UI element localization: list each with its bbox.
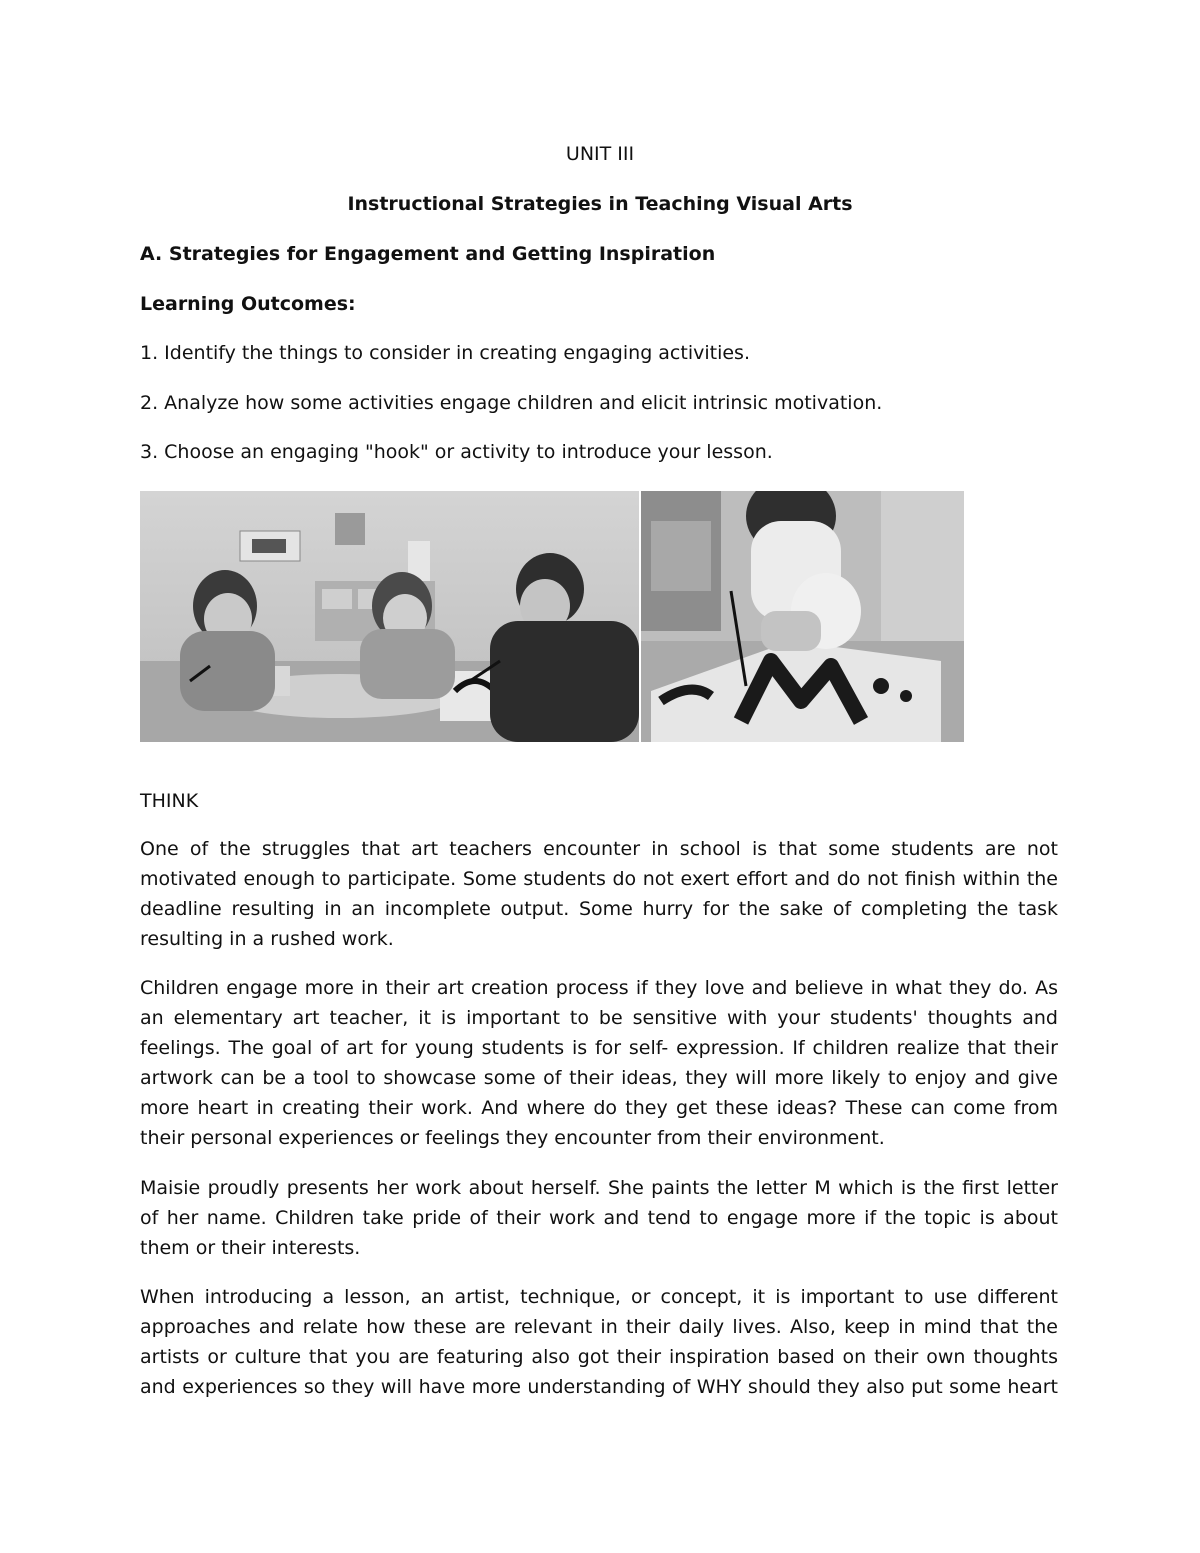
think-heading: THINK xyxy=(140,790,199,812)
think-paragraph: Maisie proudly presents her work about herself. She paints the letter M which is the first letter of her name. Children take pride of their work and tend to engage more if the topic is about them or their interests. xyxy=(140,1177,1058,1259)
photo-children-painting-at-table xyxy=(140,491,639,742)
outcome-item: 2. Analyze how some activities engage children and elicit intrinsic motivation. xyxy=(140,392,883,414)
section-heading: A. Strategies for Engagement and Getting Inspiration xyxy=(140,243,716,265)
photo-child-painting-on-floor xyxy=(641,491,964,742)
think-paragraph: Children engage more in their art creation process if they love and believe in what they do. As an elementary art teacher, it is important to be sensitive with your students' thoughts and feelings. The goal of art for young students is for self- expression. If children realize that their artwork can be a tool to showcase some of their ideas, they will more likely to enjoy and give more heart in creating their work. And where do they get these ideas? These can come from their personal experiences or feelings they encounter from their environment. xyxy=(140,977,1058,1149)
outcome-item: 3. Choose an engaging "hook" or activity to introduce your lesson. xyxy=(140,441,773,463)
learning-outcomes-label: Learning Outcomes: xyxy=(140,293,356,315)
outcome-item: 1. Identify the things to consider in creating engaging activities. xyxy=(140,342,750,364)
unit-label: UNIT III xyxy=(565,143,635,165)
think-paragraph: One of the struggles that art teachers encounter in school is that some students are not motivated enough to participate. Some students do not exert effort and do not finish within the deadline resulting in an incomplete output. Some hurry for the sake of completing the task resulting in a rushed work. xyxy=(140,838,1058,950)
unit-title: Instructional Strategies in Teaching Visual Arts xyxy=(347,193,853,215)
think-paragraph: When introducing a lesson, an artist, technique, or concept, it is important to use different approaches and relate how these are relevant in their daily lives. Also, keep in mind that the artists or culture that you are featuring also got their inspiration based on their own thoughts and experiences so they will have more understanding of WHY should they also put some heart xyxy=(140,1286,1058,1398)
illustration-photos xyxy=(140,491,964,742)
